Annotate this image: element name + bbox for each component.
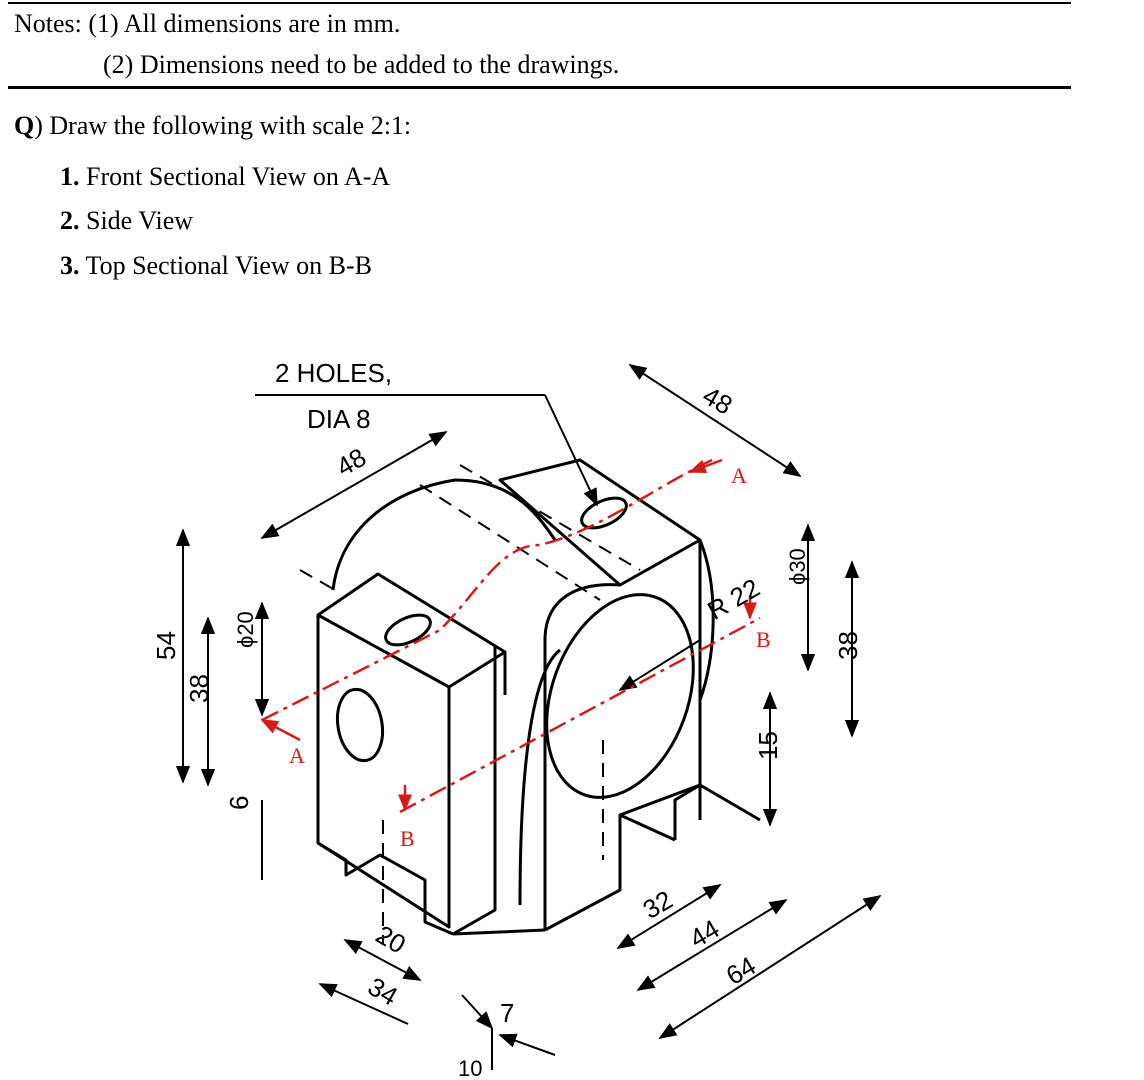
section-lines: [262, 460, 760, 812]
list-item: [60, 251, 372, 281]
question-label: Q: [14, 111, 35, 140]
section-label-a-top: A: [731, 463, 747, 488]
note-line-1: Notes: (1) All dimensions are in mm.: [14, 9, 401, 38]
holes-callout-line-1: 2 HOLES,: [275, 358, 393, 388]
bottom-rule: [8, 86, 1071, 89]
section-label-b-right: B: [756, 627, 771, 652]
list-item-text: Front Sectional View on A-A: [79, 162, 391, 191]
dim-7: 7: [500, 998, 515, 1028]
dim-48-right: 48: [697, 380, 738, 421]
note-line-2: (2) Dimensions need to be added to the drawings.: [103, 50, 620, 79]
dim-44: 44: [684, 913, 725, 954]
dim-34: 34: [362, 971, 403, 1012]
section-label-b-bottom: B: [400, 826, 415, 851]
holes-callout-line-2: DIA 8: [307, 404, 371, 434]
dim-r22: R 22: [702, 572, 765, 626]
list-item-number: 2.: [60, 206, 80, 235]
dim-54: 54: [151, 631, 181, 660]
dim-10: 10: [458, 1056, 483, 1080]
list-item: [60, 162, 390, 192]
isometric-drawing: [0, 300, 1144, 1080]
section-label-a-left: A: [289, 743, 305, 768]
question-text: ) Draw the following with scale 2:1:: [34, 111, 412, 140]
dim-38-right: 38: [833, 631, 863, 660]
dim-15: 15: [753, 731, 783, 760]
dim-48-left: 48: [331, 441, 372, 483]
list-item-number: 3.: [60, 251, 80, 280]
object-outline: [318, 460, 760, 934]
dim-64: 64: [720, 950, 761, 991]
dim-dia-20: ϕ20: [233, 611, 258, 648]
list-item-number: 1.: [60, 162, 80, 191]
list-item-text: Top Sectional View on B-B: [79, 251, 372, 280]
top-rule: [8, 2, 1071, 4]
list-item: [60, 206, 193, 236]
dim-20-bottom: 20: [370, 919, 411, 960]
dim-32: 32: [637, 884, 678, 925]
dim-dia-30: ϕ30: [785, 548, 810, 585]
dim-6: 6: [224, 795, 254, 810]
dim-38-left: 38: [184, 674, 214, 703]
question-line: [14, 111, 411, 141]
list-item-text: Side View: [79, 206, 194, 235]
